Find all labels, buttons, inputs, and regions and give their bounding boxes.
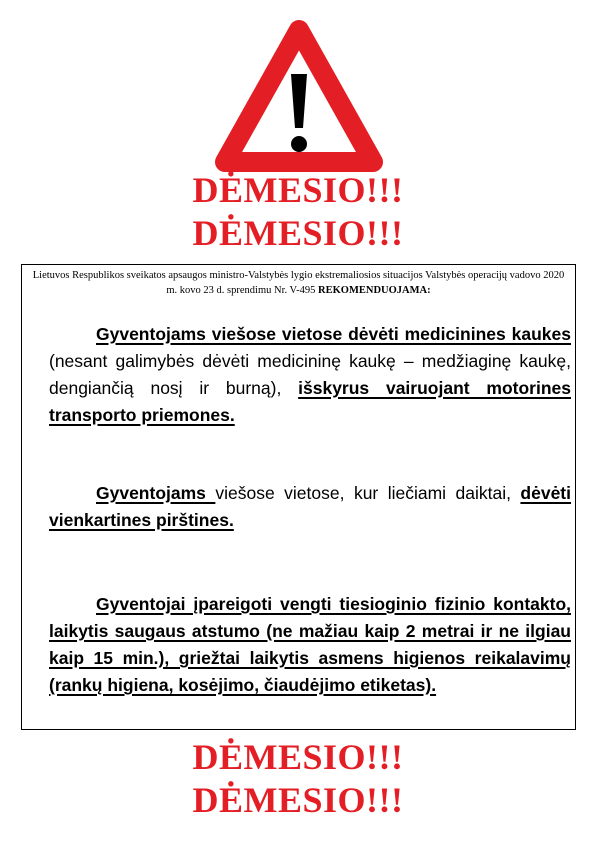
intro-emphasis: REKOMENDUOJAMA: [318,285,431,296]
gloves-bold-1: Gyventojams [96,483,216,503]
heading-top-2: DĖMESIO!!! [192,213,404,253]
recommendation-gloves [49,480,571,534]
masks-bold-1: Gyventojams viešose vietose dėvėti medicinines kaukes [96,324,571,344]
warning-triangle-icon [213,16,385,174]
recommendation-masks [49,321,571,429]
heading-top-1: DĖMESIO!!! [192,170,404,210]
heading-bottom-1: DĖMESIO!!! [192,737,404,777]
gloves-normal: viešose vietose, kur liečiami daiktai, [215,483,521,503]
recommendation-distancing [49,591,571,699]
gloves-bold-2: dėvėti vienkartines pirštines. [49,483,571,530]
intro-body: Lietuvos Respublikos sveikatos apsaugos ministro-Valstybės lygio ekstremaliosios situacijos Valstybės operacijų vadovo 2020 m. kovo 23 d. sprendimu Nr. V-495 [32,270,565,296]
masks-bold-2: išskyrus vairuojant motorines transporto priemones. [49,378,571,425]
distancing-bold: Gyventojai įpareigoti vengti tiesioginio fizinio kontakto, laikytis saugaus atstumo (ne mažiau kaip 2 metrai ir ne ilgiau kaip 15 min.), griežtai laikytis asmens higienos reikalavimų (rankų higiena, kosėjimo, čiaudėjimo etiketas). [49,594,571,695]
heading-bottom-2: DĖMESIO!!! [192,780,404,820]
masks-normal: (nesant galimybės dėvėti medicininę kaukę – medžiaginę kaukę, dengiančią nosį ir burną), [49,351,571,398]
notice-box [21,264,576,730]
intro-text [30,268,567,298]
